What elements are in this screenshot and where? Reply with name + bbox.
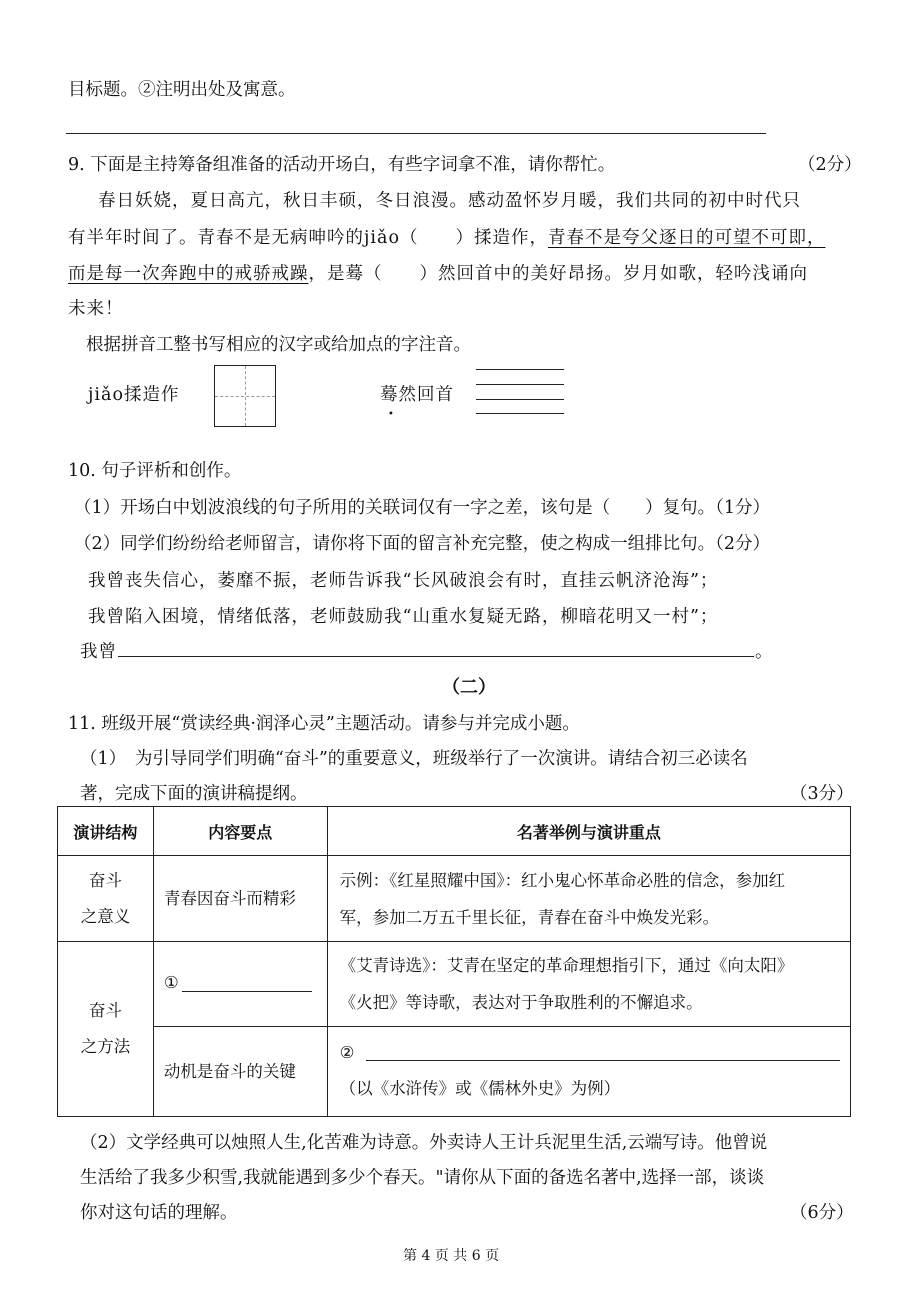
pinyin-line-4[interactable] (476, 413, 564, 414)
row1-structure-b: 之意义 (80, 906, 131, 926)
answer-line-q10[interactable] (118, 656, 754, 657)
q11-sub1-line-1: （1） 为引导同学们明确“奋斗”的重要意义，班级举行了一次演讲。请结合初三必读名 (80, 749, 748, 769)
q9-score: （2分） (798, 155, 862, 175)
q11-sub2-line-1: （2）文学经典可以烛照人生,化苦难为诗意。外卖诗人王计兵泥里生活,云端写诗。他曾说 (80, 1133, 768, 1153)
q9-item-dotted-char (380, 381, 454, 420)
dotted-char (380, 385, 399, 420)
row2-structure-b: 之方法 (80, 1037, 131, 1056)
table-header-row (58, 807, 851, 856)
previous-question-tail: 目标题。②注明出处及寓意。 (68, 80, 296, 100)
q11-sub1-line-2: 著，完成下面的演讲稿提纲。 (80, 784, 308, 804)
q10-sub1: （1）开场白中划波浪线的句子所用的关联词仅有一字之差，该句是（ ）复句。（1分） (74, 498, 771, 518)
row1-example-line-2: 军，参加二万五千里长征，青春在奋斗中焕发光彩。 (339, 907, 720, 927)
row2-structure-a: 奋斗 (88, 1001, 122, 1020)
row3-example (327, 1027, 850, 1117)
row2-example-line-1: 《艾青诗选》：艾青在坚定的革命理想指引下，通过《向太阳》 (339, 956, 794, 975)
q9-passage-line-3b: ，是蓦（ ）然回首中的美好昂扬。岁月如歌，轻吟浅诵向 (308, 264, 808, 284)
section-heading: （二） (442, 677, 496, 698)
row1-example (327, 856, 850, 942)
dotted-char-text: 蓦 (380, 385, 399, 405)
page-number-footer: 第 4 页 共 6 页 (403, 1248, 500, 1264)
row1-example-line-1: 示例：《红星照耀中国》：红小鬼心怀革命必胜的信念，参加红 (339, 870, 786, 890)
q9-passage-line-1: 春日妖娆，夏日高亢，秋日丰硕，冬日浪漫。感动盈怀岁月暖，我们共同的初中时代只 (98, 191, 801, 211)
row2-example (327, 942, 850, 1027)
q10-sub2: （2）同学们纷纷给老师留言，请你将下面的留言补充完整，使之构成一组排比句。（2分） (74, 534, 771, 554)
pinyin-line-3[interactable] (476, 399, 564, 400)
q11-sub1-score: （3分） (790, 784, 854, 804)
answer-line-previous[interactable] (66, 133, 766, 134)
q11-sub2-line-2: 生活给了我多少积雪,我就能遇到多少个春天。"请你从下面的备选名著中,选择一部，谈谈 (80, 1168, 765, 1188)
q10-parallel-line-2: 我曾陷入困境，情绪低落，老师鼓励我“山重水复疑无路，柳暗花明又一村”； (88, 607, 719, 627)
row1-point (153, 856, 327, 942)
q10-parallel-line-1: 我曾丧失信心，萎靡不振，老师告诉我“长风破浪会有时，直挂云帆济沧海”； (88, 571, 719, 591)
circled-2-marker: ② (339, 1043, 355, 1062)
header-structure: 演讲结构 (58, 807, 154, 856)
wavy-underlined-sentence-b: 而是每一次奔跑中的戒骄戒躁 (68, 264, 309, 284)
table-row (58, 1027, 851, 1117)
q10-parallel-line-3-end: 。 (755, 642, 773, 662)
row2-structure (58, 942, 154, 1117)
answer-line-1[interactable] (182, 991, 312, 992)
q10-title: 10. 句子评析和创作。 (68, 461, 242, 481)
row2-example-line-2: 《火把》等诗歌，表达对于争取胜利的不懈追求。 (339, 993, 703, 1012)
q9-passage-line-2 (68, 224, 826, 249)
q9-title: 9. 下面是主持筹备组准备的活动开场白，有些字词拿不准，请你帮忙。 (68, 155, 616, 175)
row2-point (153, 942, 327, 1027)
header-examples: 名著举例与演讲重点 (327, 807, 850, 856)
q9-passage-line-3 (68, 260, 808, 285)
circled-1-marker: ① (163, 973, 179, 992)
table-row (58, 942, 851, 1027)
q9-passage-line-4: 未来！ (68, 299, 124, 319)
q10-parallel-line-3-start: 我曾 (80, 642, 117, 662)
emphasis-dot-icon: • (388, 409, 395, 420)
speech-outline-table (57, 806, 851, 1117)
row3-example-blank (328, 1036, 850, 1070)
row1-point-text: 青春因奋斗而精彩 (163, 889, 296, 908)
row2-point-blank (154, 969, 327, 999)
q9-item-pinyin: jiǎo揉造作 (88, 385, 180, 405)
tianzige-vertical-guide (245, 366, 246, 426)
pinyin-line-2[interactable] (476, 384, 564, 385)
q9-passage-line-2a: 有半年时间了。青春不是无病呻吟的jiǎo（ ）揉造作， (68, 228, 548, 248)
q9-instruction: 根据拼音工整书写相应的汉字或给加点的字注音。 (86, 335, 471, 355)
wavy-underlined-sentence-a: 青春不是夸父逐日的可望不可即， (548, 228, 826, 248)
row1-structure-a: 奋斗 (88, 870, 122, 890)
header-points: 内容要点 (153, 807, 327, 856)
pinyin-line-1[interactable] (476, 369, 564, 370)
row3-point-text: 动机是奋斗的关键 (163, 1062, 296, 1081)
q11-title: 11. 班级开展“赏读经典·润泽心灵”主题活动。请参与并完成小题。 (68, 714, 580, 734)
row1-structure (58, 856, 154, 942)
q11-sub2-line-3: 你对这句话的理解。 (80, 1203, 238, 1223)
dotted-char-rest: 然回首 (398, 385, 454, 405)
row3-point (153, 1027, 327, 1117)
row3-example-note: （以《水浒传》或《儒林外史》为例） (339, 1079, 621, 1098)
q11-sub2-score: （6分） (790, 1203, 854, 1223)
answer-line-2[interactable] (366, 1060, 840, 1061)
tianzige-answer-box[interactable] (214, 365, 276, 427)
table-row (58, 856, 851, 942)
